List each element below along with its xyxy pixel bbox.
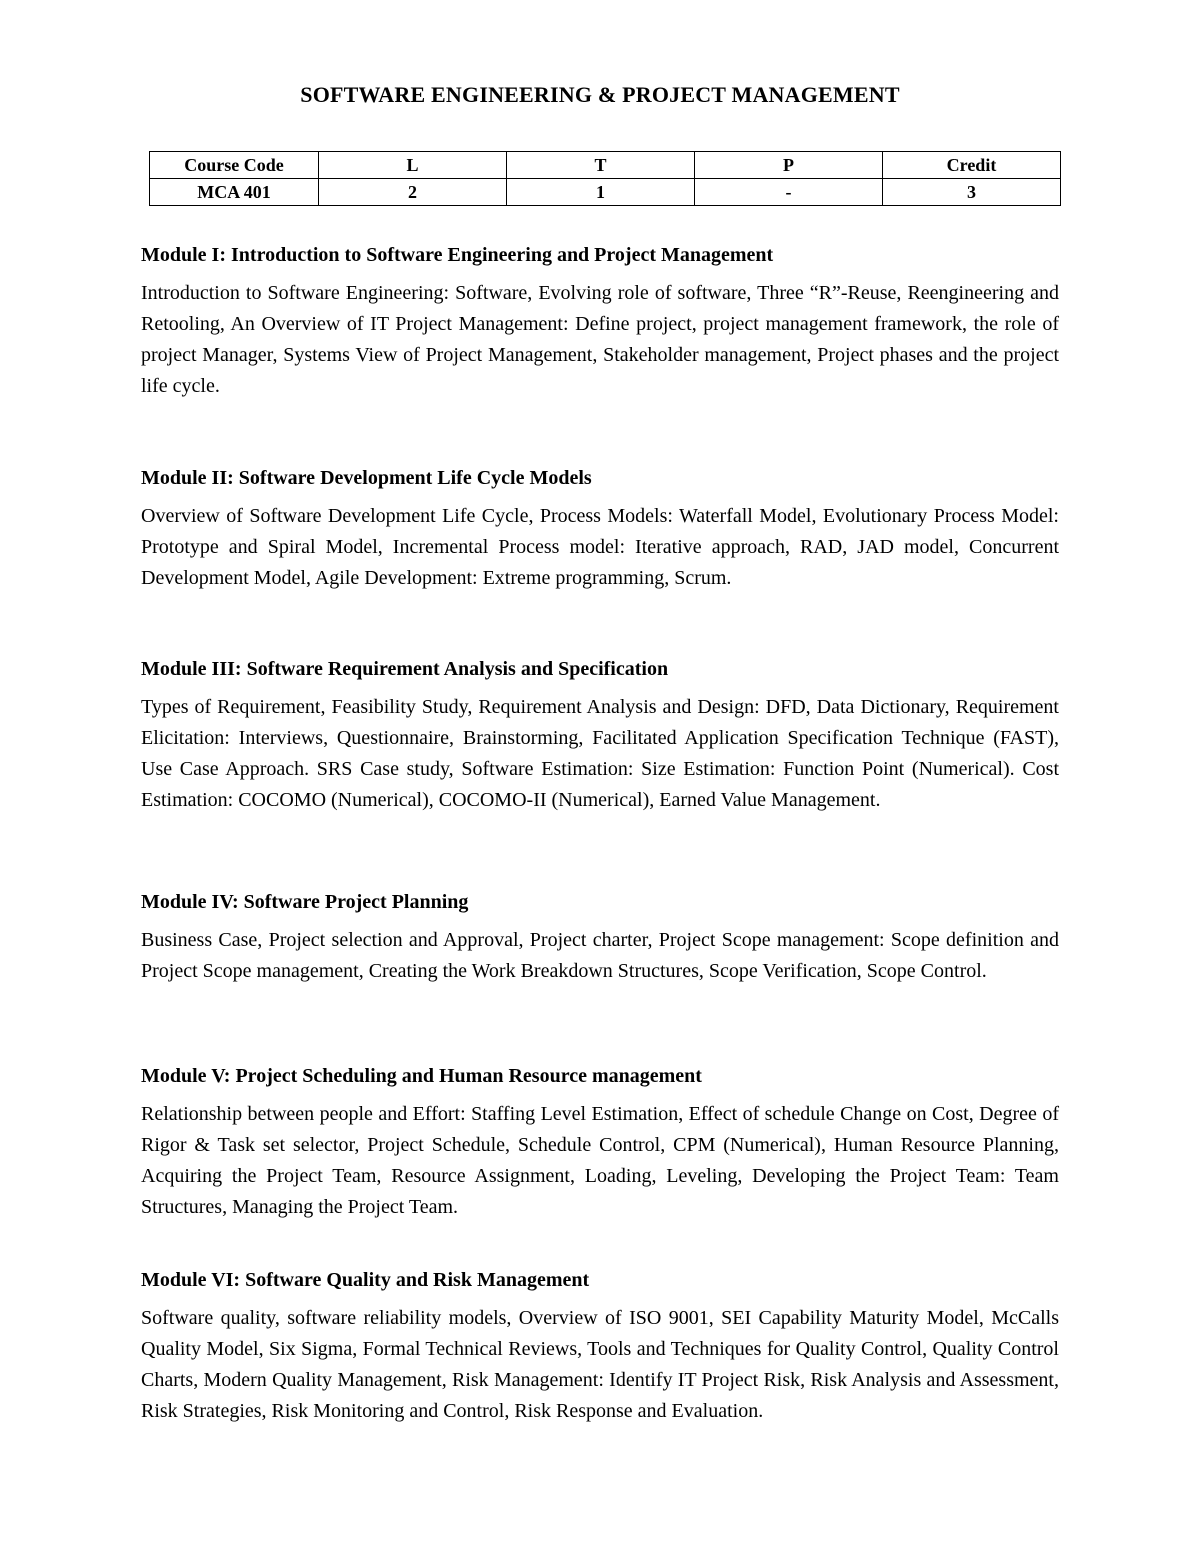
module-body: Business Case, Project selection and Approval, Project charter, Project Scope management: Scope definition and Project Scope management, Creating the Work Breakdown Structures, Scope Verification, Scope Control. [141, 929, 1059, 982]
module-4 [141, 889, 1059, 987]
header-credit: Credit [883, 152, 1061, 179]
module-heading: Module II: Software Development Life Cycle Models [141, 467, 592, 489]
module-body: Introduction to Software Engineering: Software, Evolving role of software, Three “R”-Reuse, Reengineering and Retooling, An Overview of IT Project Management: Define project, project management framework, the role of project Manager, Systems View of Project Management, Stakeholder management, Project phases and the project life cycle. [141, 282, 1059, 397]
cell-l: 2 [319, 179, 507, 206]
module-heading: Module I: Introduction to Software Engineering and Project Management [141, 244, 774, 266]
page-title: SOFTWARE ENGINEERING & PROJECT MANAGEMENT [300, 82, 900, 107]
cell-course-code: MCA 401 [150, 179, 319, 206]
module-heading: Module III: Software Requirement Analysis and Specification [141, 658, 669, 680]
module-2 [141, 465, 1059, 594]
cell-credit: 3 [883, 179, 1061, 206]
header-p: P [695, 152, 883, 179]
cell-p: - [695, 179, 883, 206]
module-body: Software quality, software reliability models, Overview of ISO 9001, SEI Capability Maturity Model, McCalls Quality Model, Six Sigma, Formal Technical Reviews, Tools and Techniques for Quality Control, Quality Control Charts, Modern Quality Management, Risk Management: Identify IT Project Risk, Risk Analysis and Assessment, Risk Strategies, Risk Monitoring and Control, Risk Response and Evaluation. [141, 1307, 1059, 1422]
header-t: T [507, 152, 695, 179]
module-heading: Module VI: Software Quality and Risk Management [141, 1269, 590, 1291]
module-5 [141, 1063, 1059, 1223]
module-1 [141, 242, 1059, 402]
module-heading: Module IV: Software Project Planning [141, 891, 469, 913]
course-info-table [149, 151, 1061, 206]
table-header-row [150, 152, 1061, 179]
module-6 [141, 1267, 1059, 1427]
module-body: Relationship between people and Effort: Staffing Level Estimation, Effect of schedule Change on Cost, Degree of Rigor & Task set selector, Project Schedule, Schedule Control, CPM (Numerical), Human Resource Planning, Acquiring the Project Team, Resource Assignment, Loading, Leveling, Developing the Project Team: Team Structures, Managing the Project Team. [141, 1103, 1059, 1218]
cell-t: 1 [507, 179, 695, 206]
module-3 [141, 656, 1059, 816]
table-row [150, 179, 1061, 206]
module-body: Overview of Software Development Life Cycle, Process Models: Waterfall Model, Evolutionary Process Model: Prototype and Spiral Model, Incremental Process model: Iterative approach, RAD, JAD model, Concurrent Development Model, Agile Development: Extreme programming, Scrum. [141, 505, 1059, 589]
module-body: Types of Requirement, Feasibility Study, Requirement Analysis and Design: DFD, Data Dictionary, Requirement Elicitation: Interviews, Questionnaire, Brainstorming, Facilitated Application Specification Technique (FAST), Use Case Approach. SRS Case study, Software Estimation: Size Estimation: Function Point (Numerical). Cost Estimation: COCOMO (Numerical), COCOMO-II (Numerical), Earned Value Management. [141, 696, 1059, 811]
header-l: L [319, 152, 507, 179]
module-heading: Module V: Project Scheduling and Human Resource management [141, 1065, 702, 1087]
header-course-code: Course Code [150, 152, 319, 179]
